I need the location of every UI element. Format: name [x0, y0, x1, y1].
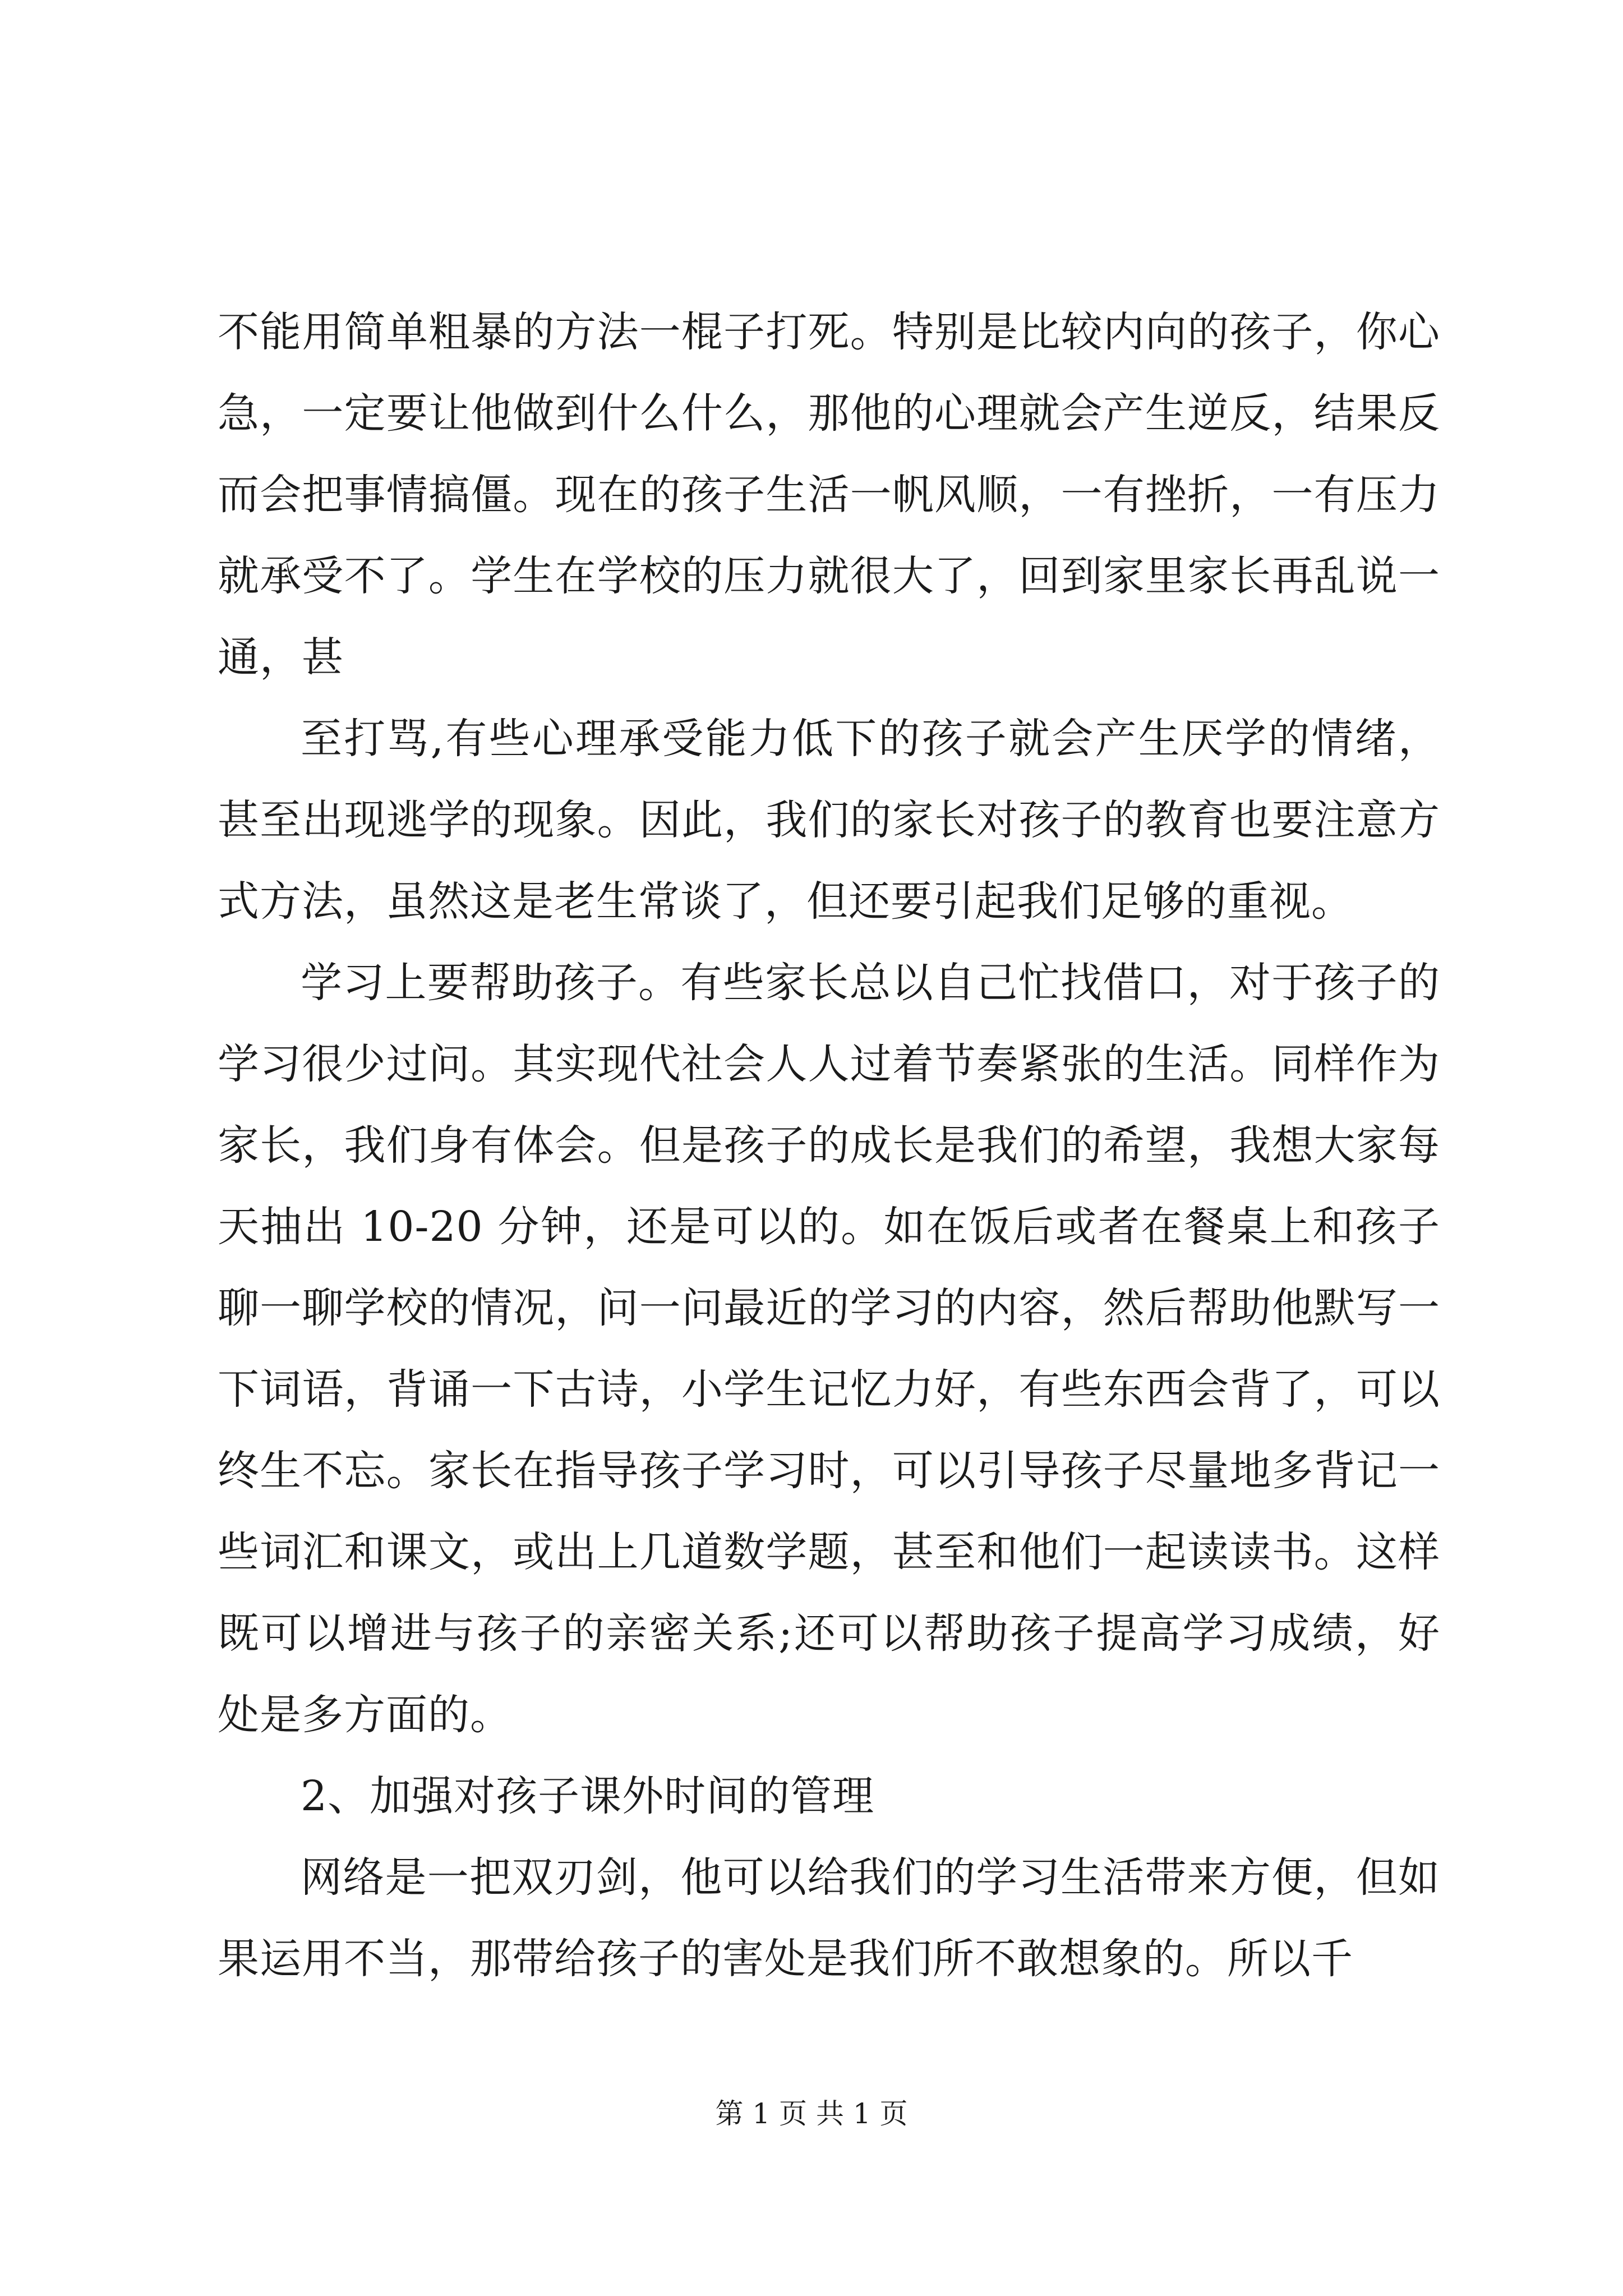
paragraph-1: 不能用简单粗暴的方法一棍子打死。特别是比较内向的孩子，你心急，一定要让他做到什么什么，那他的心理就会产生逆反，结果反而会把事情搞僵。现在的孩子生活一帆风顺，一有挫折，一有压力就承受不了。学生在学校的压力就很大了，回到家里家长再乱说一通，甚 — [218, 308, 1440, 682]
paragraph-3: 学习上要帮助孩子。有些家长总以自己忙找借口，对于孩子的学习很少过问。其实现代社会人人过着节奏紧张的生活。同样作为家长，我们身有体会。但是孩子的成长是我们的希望，我想大家每天抽出 10-20 分钟，还是可以的。如在饭后或者在餐桌上和孩子聊一聊学校的情况，问一问最近的学习的内容，然后帮助他默写一下词语，背诵一下古诗，小学生记忆力好，有些东西会背了，可以终生不忘。家长在指导孩子学习时，可以引导孩子尽量地多背记一些词汇和课文，或出上几道数学题，甚至和他们一起读读书。这样既可以增进与孩子的亲密关系;还可以帮助孩子提高学习成绩，好处是多方面的。 — [218, 959, 1440, 1739]
paragraph-4: 网络是一把双刃剑，他可以给我们的学习生活带来方便，但如果运用不当，那带给孩子的害处是我们所不敢想象的。所以千 — [218, 1853, 1440, 1983]
section-heading: 2、加强对孩子课外时间的管理 — [301, 1772, 875, 1820]
paragraph-2: 至打骂,有些心理承受能力低下的孩子就会产生厌学的情绪，甚至出现逃学的现象。因此，我们的家长对孩子的教育也要注意方式方法，虽然这是老生常谈了，但还要引起我们足够的重视。 — [218, 715, 1440, 926]
page-footer: 第 1 页 共 1 页 — [715, 2097, 908, 2130]
document-body — [218, 292, 1440, 2000]
